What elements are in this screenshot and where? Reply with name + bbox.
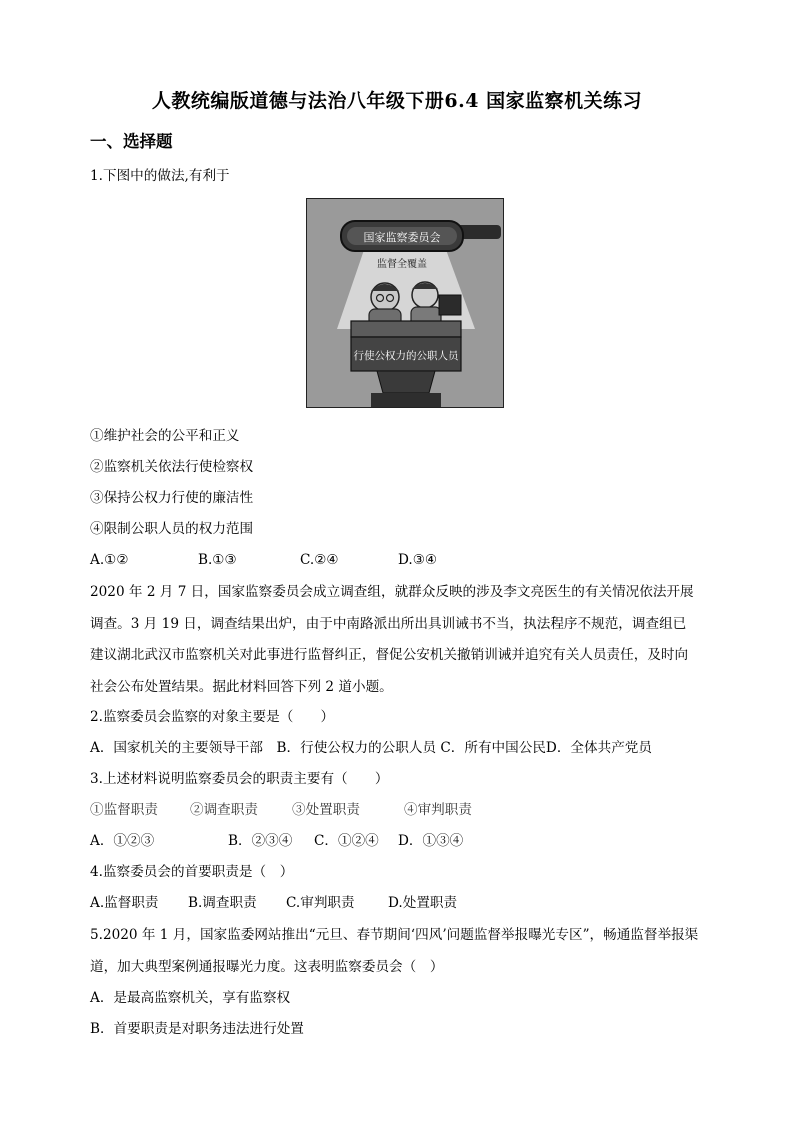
q4-options <box>90 893 457 913</box>
q3-item-4: ④审判职责 <box>404 802 472 818</box>
pedestal <box>377 371 435 393</box>
monitor-icon <box>439 295 461 315</box>
q3-option-b: B．②③④ <box>228 833 293 849</box>
q1-stem: 1.下图中的做法,有利于 <box>90 168 230 184</box>
q5-stem-line: 5.2020 年 1 月，国家监委网站推出“元旦、春节期间‘四风’问题监督举报曝光专区”，畅通监督举报渠 <box>90 927 699 943</box>
q4-option-d: D.处置职责 <box>388 895 458 911</box>
q1-item-4: ④限制公职人员的权力范围 <box>90 521 254 537</box>
q1-options <box>90 550 437 570</box>
pedestal-base <box>371 393 441 407</box>
q1-option-b: B.①③ <box>198 552 237 568</box>
q4-option-b: B.调查职责 <box>188 895 257 911</box>
sign-top-text: 国家监察委员会 <box>363 231 441 244</box>
cartoon-figure <box>306 198 504 408</box>
material-line: 2020 年 2 月 7 日，国家监察委员会成立调查组，就群众反映的涉及李文亮医生的有关情况依法开展 <box>90 584 694 600</box>
material-paragraph <box>90 582 710 708</box>
desk-text: 行使公权力的公职人员 <box>353 350 459 362</box>
q5-stem-line: 道，加大典型案例通报曝光力度。这表明监察委员会（ ） <box>90 958 444 975</box>
material-line: 建议湖北武汉市监察机关对此事进行监督纠正，督促公安机关撤销训诫并追究有关人员责任，及时向 <box>90 647 689 663</box>
q2-stem: 2.监察委员会监察的对象主要是（ ） <box>90 709 335 725</box>
q1-option-a: A.①② <box>90 552 129 568</box>
q4-stem: 4.监察委员会的首要职责是（ ） <box>90 864 294 880</box>
q1-item-3: ③保持公权力行使的廉洁性 <box>90 490 254 506</box>
material-line: 社会公布处置结果。据此材料回答下列 2 道小题。 <box>90 678 393 695</box>
q5-option-b: B．首要职责是对职务违法进行处置 <box>90 1021 304 1037</box>
q1-option-d: D.③④ <box>398 552 438 568</box>
cartoon-illustration <box>307 199 503 407</box>
banner-text: 监督全覆盖 <box>377 259 427 270</box>
q2-options: A．国家机关的主要领导干部 B．行使公权力的公职人员 C．所有中国公民D．全体共产党员 <box>90 740 652 756</box>
q3-option-c: C．①②④ <box>314 833 379 849</box>
q1-item-1: ①维护社会的公平和正义 <box>90 428 240 444</box>
q5-option-a: A．是最高监察机关，享有监察权 <box>90 990 291 1006</box>
q3-item-2: ②调查职责 <box>190 802 258 818</box>
q3-options <box>90 831 463 851</box>
q5-stem <box>90 925 710 988</box>
q4-option-c: C.审判职责 <box>286 895 355 911</box>
q3-item-1: ①监督职责 <box>90 802 158 818</box>
section-heading: 一、选择题 <box>90 132 173 151</box>
q1-option-c: C.②④ <box>300 552 339 568</box>
document-title: 人教统编版道德与法治八年级下册6.4 国家监察机关练习 <box>151 90 643 112</box>
q3-stem: 3.上述材料说明监察委员会的职责主要有（ ） <box>90 771 389 787</box>
q3-items <box>90 800 472 820</box>
q4-option-a: A.监督职责 <box>90 895 159 911</box>
q3-option-d: D．①③④ <box>398 833 464 849</box>
material-line: 调查。3 月 19 日，调查结果出炉，由于中南路派出所出具训诫书不当，执法程序不规范，调查组已 <box>90 615 687 632</box>
q3-option-a: A．①②③ <box>90 833 155 849</box>
q1-item-2: ②监察机关依法行使检察权 <box>90 459 254 475</box>
q3-item-3: ③处置职责 <box>292 802 360 818</box>
desk-top <box>351 321 461 337</box>
